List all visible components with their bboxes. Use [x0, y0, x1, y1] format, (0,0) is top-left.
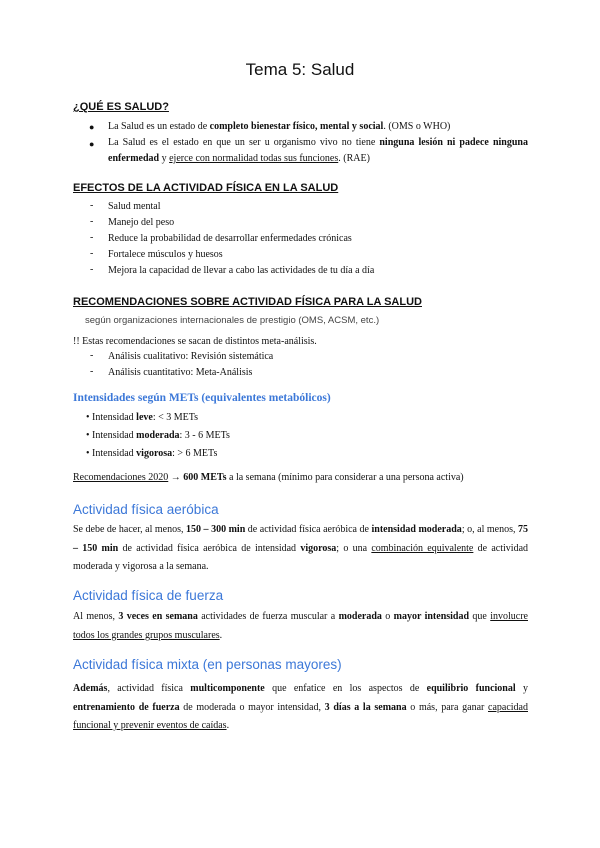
recomendaciones-subheading: según organizaciones internacionales de prestigio (OMS, ACSM, etc.) — [85, 315, 380, 326]
recomendaciones-item: Análisis cuantitativo: Meta-Análisis — [108, 367, 253, 378]
recomendaciones-heading: RECOMENDACIONES SOBRE ACTIVIDAD FÍSICA PARA LA SALUD — [73, 296, 422, 308]
page-title: Tema 5: Salud — [245, 60, 355, 79]
efectos-heading: EFECTOS DE LA ACTIVIDAD FÍSICA EN LA SALUD — [73, 182, 339, 194]
dash-marker: - — [90, 248, 94, 259]
intensidades-heading: Intensidades según METs (equivalentes metabólicos) — [73, 392, 331, 404]
bullet-icon: ● — [89, 139, 95, 149]
dash-marker: - — [90, 366, 94, 377]
salud-definition-oms: La Salud es un estado de completo bienestar físico, mental y social. (OMS o WHO) — [108, 121, 451, 132]
recomendaciones-note: !! Estas recomendaciones se sacan de distintos meta-análisis. — [73, 336, 317, 347]
intensidad-vigorosa: • Intensidad vigorosa: > 6 METs — [86, 448, 218, 459]
intensidad-moderada: • Intensidad moderada: 3 - 6 METs — [86, 430, 230, 441]
bullet-icon: ● — [89, 122, 95, 132]
aerobica-paragraph: Se debe de hacer, al menos, 150 – 300 min de actividad física aeróbica de intensidad moderada; o, al menos, 75 – 150 min de actividad física aeróbica de intensidad vigorosa; o una combinación equivalente de actividad moderada y vigorosa a la semana. — [73, 524, 529, 572]
efectos-item: Manejo del peso — [108, 217, 175, 228]
bullet-icon: • — [86, 448, 90, 459]
bullet-icon: • — [86, 412, 90, 423]
intensidad-leve: • Intensidad leve: < 3 METs — [86, 412, 199, 423]
efectos-item: Salud mental — [108, 201, 161, 212]
salud-definition-rae: La Salud es el estado en que un ser u organismo vivo no tiene ninguna lesión ni padece ninguna enfermedad y ejerce con normalidad todas sus funciones. (RAE) — [108, 137, 528, 164]
dash-marker: - — [90, 200, 94, 211]
efectos-item: Reduce la probabilidad de desarrollar enfermedades crónicas — [108, 233, 352, 244]
efectos-item: Fortalece músculos y huesos — [108, 249, 223, 260]
mixta-heading: Actividad física mixta (en personas mayores) — [73, 657, 342, 672]
fuerza-heading: Actividad física de fuerza — [73, 588, 224, 603]
aerobica-heading: Actividad física aeróbica — [73, 502, 219, 517]
efectos-item: Mejora la capacidad de llevar a cabo las actividades de tu día a día — [108, 265, 375, 276]
recomendaciones-item: Análisis cualitativo: Revisión sistemática — [108, 351, 274, 362]
bullet-icon: • — [86, 430, 90, 441]
dash-marker: - — [90, 232, 94, 243]
recomendaciones-2020: Recomendaciones 2020 → 600 METs a la semana (mínimo para considerar a una persona activa) — [73, 472, 464, 483]
salud-heading: ¿QUÉ ES SALUD? — [73, 101, 169, 113]
dash-marker: - — [90, 264, 94, 275]
dash-marker: - — [90, 216, 94, 227]
dash-marker: - — [90, 350, 94, 361]
mixta-paragraph: Además, actividad física multicomponente que enfatice en los aspectos de equilibrio funcional y entrenamiento de fuerza de moderada o mayor intensidad, 3 días a la semana o más, para ganar capacidad funcional y prevenir eventos de caídas. — [73, 683, 528, 731]
fuerza-paragraph: Al menos, 3 veces en semana actividades de fuerza muscular a moderada o mayor intensidad que involucre todos los grandes grupos musculares. — [73, 611, 528, 641]
